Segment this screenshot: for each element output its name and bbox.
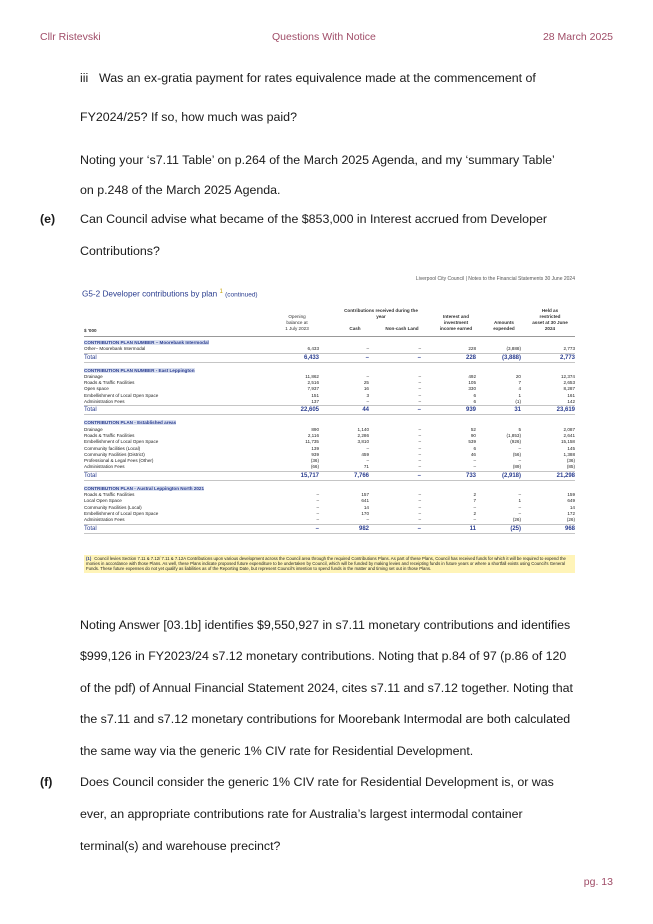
noting-answer-line1: Noting Answer [03.1b] identifies $9,550,927 in s7.11 monetary contributions and identifies bbox=[80, 618, 571, 632]
row-label: Open space bbox=[84, 386, 109, 392]
value-cell: 161 bbox=[567, 392, 575, 398]
value-cell: (66) bbox=[310, 464, 319, 470]
table-row bbox=[84, 346, 575, 353]
value-cell: 23,619 bbox=[521, 406, 575, 415]
value-cell: 6,433 bbox=[307, 346, 319, 352]
value-cell: 968 bbox=[521, 524, 575, 533]
row-label: Community facilities (Local) bbox=[84, 445, 141, 451]
value-cell: 7 bbox=[518, 380, 521, 386]
statement-title-suffix: (continued) bbox=[225, 291, 258, 299]
value-cell: – bbox=[369, 406, 421, 415]
col-received-l2: year bbox=[376, 314, 386, 319]
value-cell: – bbox=[366, 399, 369, 405]
value-cell: – bbox=[366, 373, 369, 379]
total-row bbox=[84, 353, 575, 362]
value-cell: 6 bbox=[473, 392, 476, 398]
value-cell: (1) bbox=[515, 399, 521, 405]
value-cell: 142 bbox=[567, 399, 575, 405]
row-label: Administration Fees bbox=[84, 464, 125, 470]
value-cell: – bbox=[518, 445, 521, 451]
value-cell: – bbox=[369, 471, 421, 480]
value-cell: 172 bbox=[567, 510, 575, 516]
col-received-header bbox=[335, 308, 427, 320]
value-cell: 5 bbox=[518, 426, 521, 432]
statement-footnote bbox=[84, 555, 575, 573]
item-e-line1: Can Council advise what became of the $853,000 in Interest accrued from Developer bbox=[80, 212, 547, 226]
value-cell: – bbox=[518, 458, 521, 464]
value-cell: – bbox=[316, 498, 319, 504]
item-iii-marker: iii bbox=[80, 71, 89, 85]
value-cell: 890 bbox=[311, 426, 319, 432]
value-cell: (26) bbox=[566, 517, 575, 523]
col-opening-header bbox=[276, 314, 318, 332]
col-interest-l1: Interest and bbox=[442, 314, 470, 319]
total-row bbox=[84, 406, 575, 415]
value-cell: 2,286 bbox=[357, 432, 369, 438]
value-cell: 11 bbox=[421, 524, 476, 533]
value-cell: – bbox=[418, 464, 421, 470]
value-cell: 21,298 bbox=[521, 471, 575, 480]
value-cell: 25 bbox=[363, 380, 369, 386]
table-row bbox=[84, 399, 575, 406]
total-row bbox=[84, 524, 575, 533]
row-label: Total bbox=[84, 471, 279, 480]
value-cell: – bbox=[366, 445, 369, 451]
row-label: Drainage bbox=[84, 373, 103, 379]
value-cell: 46 bbox=[470, 451, 476, 457]
value-cell: – bbox=[418, 498, 421, 504]
value-cell: 4 bbox=[518, 386, 521, 392]
value-cell: 733 bbox=[421, 471, 476, 480]
value-cell: – bbox=[279, 524, 319, 533]
value-cell: (36) bbox=[310, 458, 319, 464]
value-cell: – bbox=[418, 380, 421, 386]
table-row bbox=[84, 464, 575, 471]
value-cell: – bbox=[418, 392, 421, 398]
col-interest-l3: income earned bbox=[439, 326, 473, 331]
value-cell: 52 bbox=[470, 426, 476, 432]
table-row bbox=[84, 517, 575, 524]
value-cell: – bbox=[366, 346, 369, 352]
value-cell: – bbox=[418, 451, 421, 457]
value-cell: – bbox=[316, 492, 319, 498]
value-cell: – bbox=[518, 504, 521, 510]
value-cell: – bbox=[418, 517, 421, 523]
value-cell: 1 bbox=[518, 392, 521, 398]
value-cell: 2,773 bbox=[563, 346, 575, 352]
item-f-line3: terminal(s) and warehouse precinct? bbox=[80, 839, 281, 853]
value-cell: – bbox=[418, 504, 421, 510]
statement-title bbox=[82, 289, 258, 299]
value-cell: – bbox=[316, 510, 319, 516]
value-cell: 11,862 bbox=[305, 373, 319, 379]
value-cell: 6 bbox=[473, 399, 476, 405]
value-cell: – bbox=[418, 386, 421, 392]
value-cell: 2 bbox=[473, 492, 476, 498]
value-cell: 2,773 bbox=[521, 353, 575, 362]
value-cell: 145 bbox=[567, 445, 575, 451]
col-interest-l2: investment bbox=[443, 320, 469, 325]
item-iii-line2: FY2024/25? If so, how much was paid? bbox=[80, 110, 297, 124]
value-cell: 7,937 bbox=[307, 386, 319, 392]
row-label: Local Open Space bbox=[84, 498, 122, 504]
value-cell: 2 bbox=[473, 510, 476, 516]
col-opening-l3: 1 July 2023 bbox=[285, 326, 309, 331]
value-cell: 3 bbox=[366, 392, 369, 398]
value-cell: – bbox=[366, 458, 369, 464]
statement-unit: $ '000 bbox=[84, 328, 97, 333]
value-cell: – bbox=[369, 524, 421, 533]
row-label: Roads & Traffic Facilities bbox=[84, 492, 135, 498]
value-cell: – bbox=[418, 458, 421, 464]
value-cell: – bbox=[316, 517, 319, 523]
value-cell: 539 bbox=[468, 439, 476, 445]
noting-table-line2: on p.248 of the March 2025 Agenda. bbox=[80, 183, 281, 197]
value-cell: – bbox=[369, 353, 421, 362]
total-row bbox=[84, 471, 575, 480]
value-cell: 2,116 bbox=[307, 432, 319, 438]
statement-title-mark: 1 bbox=[219, 289, 223, 295]
value-cell: 139 bbox=[311, 445, 319, 451]
value-cell: – bbox=[418, 399, 421, 405]
item-iii-line1: Was an ex-gratia payment for rates equivalence made at the commencement of bbox=[99, 71, 536, 85]
row-label: Community Facilities (District) bbox=[84, 451, 145, 457]
value-cell: (85) bbox=[566, 464, 575, 470]
footnote-text: Council levies Section 7.11 & 7.12/ 7.11 & 7.12A Contributions upon various development across the Council area through the required Contributions Plans. As part of these Plans, Council has received funds for which it will be required to expend the monies in accordance with those Plans. As well, these Plans indicate proposed future expenditure to be undertaken by Council, which will be funded by making levies and receipting funds in future years or where a shortfall exists using Council's General Funds. These future expenses do not yet qualify as liabilities as of the Reporting Date, but represent Council's intention to spend funds in the matter and timing set out in those Plans. bbox=[86, 556, 566, 572]
item-f-line2: ever, an appropriate contributions rate for Australia’s largest intermodal container bbox=[80, 807, 523, 821]
value-cell: 90 bbox=[470, 432, 476, 438]
value-cell: – bbox=[418, 445, 421, 451]
value-cell: 31 bbox=[476, 406, 521, 415]
row-label: Total bbox=[84, 406, 279, 415]
value-cell: – bbox=[418, 439, 421, 445]
col-held-l2: restricted bbox=[539, 314, 561, 319]
value-cell: 159 bbox=[567, 492, 575, 498]
noting-answer-line5: the same way via the generic 1% CIV rate for Residential Development. bbox=[80, 744, 474, 758]
value-cell: 6 bbox=[473, 445, 476, 451]
row-label: Total bbox=[84, 524, 279, 533]
plan-heading: CONTRIBUTION PLAN - Austral Leppington North 2021 bbox=[84, 485, 205, 491]
col-held-l4: 2024 bbox=[544, 326, 556, 331]
value-cell: 2,653 bbox=[563, 380, 575, 386]
value-cell: 2,641 bbox=[563, 432, 575, 438]
value-cell: 20 bbox=[515, 373, 521, 379]
value-cell: 157 bbox=[361, 492, 369, 498]
value-cell: 228 bbox=[421, 353, 476, 362]
header-date: 28 March 2025 bbox=[542, 31, 613, 43]
value-cell: 939 bbox=[311, 451, 319, 457]
value-cell: 459 bbox=[361, 451, 369, 457]
value-cell: 982 bbox=[319, 524, 369, 533]
value-cell: – bbox=[473, 517, 476, 523]
value-cell: 7,766 bbox=[319, 471, 369, 480]
value-cell: – bbox=[418, 492, 421, 498]
header-title: Questions With Notice bbox=[272, 31, 376, 43]
row-label: Roads & Traffic Facilities bbox=[84, 432, 135, 438]
col-expended-l1: Amounts bbox=[494, 320, 514, 325]
value-cell: – bbox=[473, 458, 476, 464]
value-cell: – bbox=[418, 432, 421, 438]
col-held-header bbox=[526, 308, 574, 332]
value-cell: – bbox=[518, 492, 521, 498]
value-cell: 939 bbox=[421, 406, 476, 415]
value-cell: 7 bbox=[473, 498, 476, 504]
value-cell: 15,158 bbox=[560, 439, 575, 445]
row-label: Administration Fees bbox=[84, 517, 125, 523]
row-label: Total bbox=[84, 353, 279, 362]
value-cell: 11,735 bbox=[305, 439, 319, 445]
noting-answer-line4: the s7.11 and s7.12 monetary contributions for Moorebank Intermodal are both calculated bbox=[80, 712, 571, 726]
plan-heading: CONTRIBUTION PLAN NUMBER – Moorebank Intermodal bbox=[84, 340, 209, 345]
value-cell: (926) bbox=[510, 439, 521, 445]
row-label: Community Facilities (Local) bbox=[84, 504, 142, 510]
col-cash-header: Cash bbox=[349, 326, 361, 331]
item-f-label: (f) bbox=[40, 775, 53, 789]
value-cell: (2,918) bbox=[476, 471, 521, 480]
value-cell: 137 bbox=[311, 399, 319, 405]
row-label: Embellishment of Local Open Space bbox=[84, 392, 159, 398]
statement-header-rule bbox=[84, 336, 575, 337]
value-cell: 14 bbox=[363, 504, 369, 510]
col-expended-l2: expended bbox=[493, 326, 515, 331]
row-label: Other– Moorebank Intermodal bbox=[84, 346, 146, 352]
col-received-l1: Contributions received during the bbox=[344, 308, 418, 313]
value-cell: – bbox=[366, 517, 369, 523]
value-cell: (36) bbox=[566, 458, 575, 464]
value-cell: – bbox=[316, 504, 319, 510]
financial-statement-excerpt bbox=[80, 274, 577, 576]
value-cell: 71 bbox=[363, 464, 369, 470]
value-cell: 151 bbox=[311, 392, 319, 398]
row-label: Embellishment of Local Open Space bbox=[84, 439, 159, 445]
value-cell: – bbox=[418, 373, 421, 379]
noting-answer-line3: of the pdf) of Annual Financial Statement 2024, cites s7.11 and s7.12 together. Noting that bbox=[80, 681, 573, 695]
value-cell: 649 bbox=[567, 498, 575, 504]
value-cell: 492 bbox=[468, 373, 476, 379]
col-held-l3: asset at 30 June bbox=[532, 320, 568, 325]
value-cell: (3,888) bbox=[476, 353, 521, 362]
value-cell: 1 bbox=[518, 498, 521, 504]
col-held-l1: Held as bbox=[541, 308, 559, 313]
noting-answer-line2: $999,126 in FY2023/24 s7.12 monetary contributions. Noting that p.84 of 97 (p.86 of 120 bbox=[80, 649, 567, 663]
value-cell: 16 bbox=[363, 386, 369, 392]
page-number: pg. 13 bbox=[583, 876, 613, 888]
col-expended-header bbox=[484, 320, 524, 332]
value-cell: 170 bbox=[361, 510, 369, 516]
col-opening-l1: Opening bbox=[288, 314, 306, 319]
row-label: Drainage bbox=[84, 426, 103, 432]
plan-heading: CONTRIBUTION PLAN - Established areas bbox=[84, 420, 177, 426]
noting-table-line1: Noting your ‘s7.11 Table’ on p.264 of the March 2025 Agenda, and my ‘summary Table’ bbox=[80, 153, 555, 167]
value-cell: (1,853) bbox=[506, 432, 521, 438]
value-cell: – bbox=[418, 426, 421, 432]
value-cell: – bbox=[418, 346, 421, 352]
value-cell: 8,287 bbox=[563, 386, 575, 392]
value-cell: – bbox=[473, 464, 476, 470]
col-opening-l2: balance at bbox=[286, 320, 308, 325]
value-cell: 12,374 bbox=[560, 373, 575, 379]
statement-top-note: Liverpool City Council | Notes to the Financial Statements 30 June 2024 bbox=[415, 276, 575, 282]
item-f-line1: Does Council consider the generic 1% CIV rate for Residential Development is, or was bbox=[80, 775, 554, 789]
value-cell: 15,717 bbox=[279, 471, 319, 480]
value-cell: 2,516 bbox=[307, 380, 319, 386]
value-cell: 1,140 bbox=[357, 426, 369, 432]
value-cell: (56) bbox=[512, 451, 521, 457]
value-cell: 330 bbox=[468, 386, 476, 392]
header-author: Cllr Ristevski bbox=[40, 31, 101, 43]
footnote-mark: (1) bbox=[86, 556, 92, 561]
value-cell: 14 bbox=[569, 504, 575, 510]
row-label: Roads & Traffic Facilities bbox=[84, 380, 135, 386]
value-cell: 641 bbox=[361, 498, 369, 504]
value-cell: (89) bbox=[512, 464, 521, 470]
value-cell: (3,888) bbox=[506, 346, 521, 352]
value-cell: 3,810 bbox=[357, 439, 369, 445]
value-cell: – bbox=[418, 510, 421, 516]
row-label: Embellishment of Local Open Space bbox=[84, 510, 159, 516]
contributions-table bbox=[84, 340, 575, 534]
item-e-line2: Contributions? bbox=[80, 244, 160, 258]
value-cell: 6,433 bbox=[279, 353, 319, 362]
value-cell: – bbox=[473, 504, 476, 510]
value-cell: 44 bbox=[319, 406, 369, 415]
value-cell: – bbox=[518, 510, 521, 516]
item-e-label: (e) bbox=[40, 212, 56, 226]
statement-title-text: G5-2 Developer contributions by plan bbox=[82, 289, 218, 299]
value-cell: – bbox=[319, 353, 369, 362]
value-cell: 22,605 bbox=[279, 406, 319, 415]
value-cell: 1,388 bbox=[563, 451, 575, 457]
row-label: Administration Fees bbox=[84, 399, 125, 405]
value-cell: (25) bbox=[476, 524, 521, 533]
plan-heading: CONTRIBUTION PLAN NUMBER - East Leppington bbox=[84, 367, 195, 373]
value-cell: 2,087 bbox=[563, 426, 575, 432]
value-cell: 105 bbox=[468, 380, 476, 386]
value-cell: (26) bbox=[512, 517, 521, 523]
value-cell: 228 bbox=[468, 346, 476, 352]
row-label: Professional & Legal Fees (Other) bbox=[84, 458, 154, 464]
col-noncash-header: Non-cash Land bbox=[385, 326, 419, 331]
col-interest-header bbox=[430, 314, 482, 332]
